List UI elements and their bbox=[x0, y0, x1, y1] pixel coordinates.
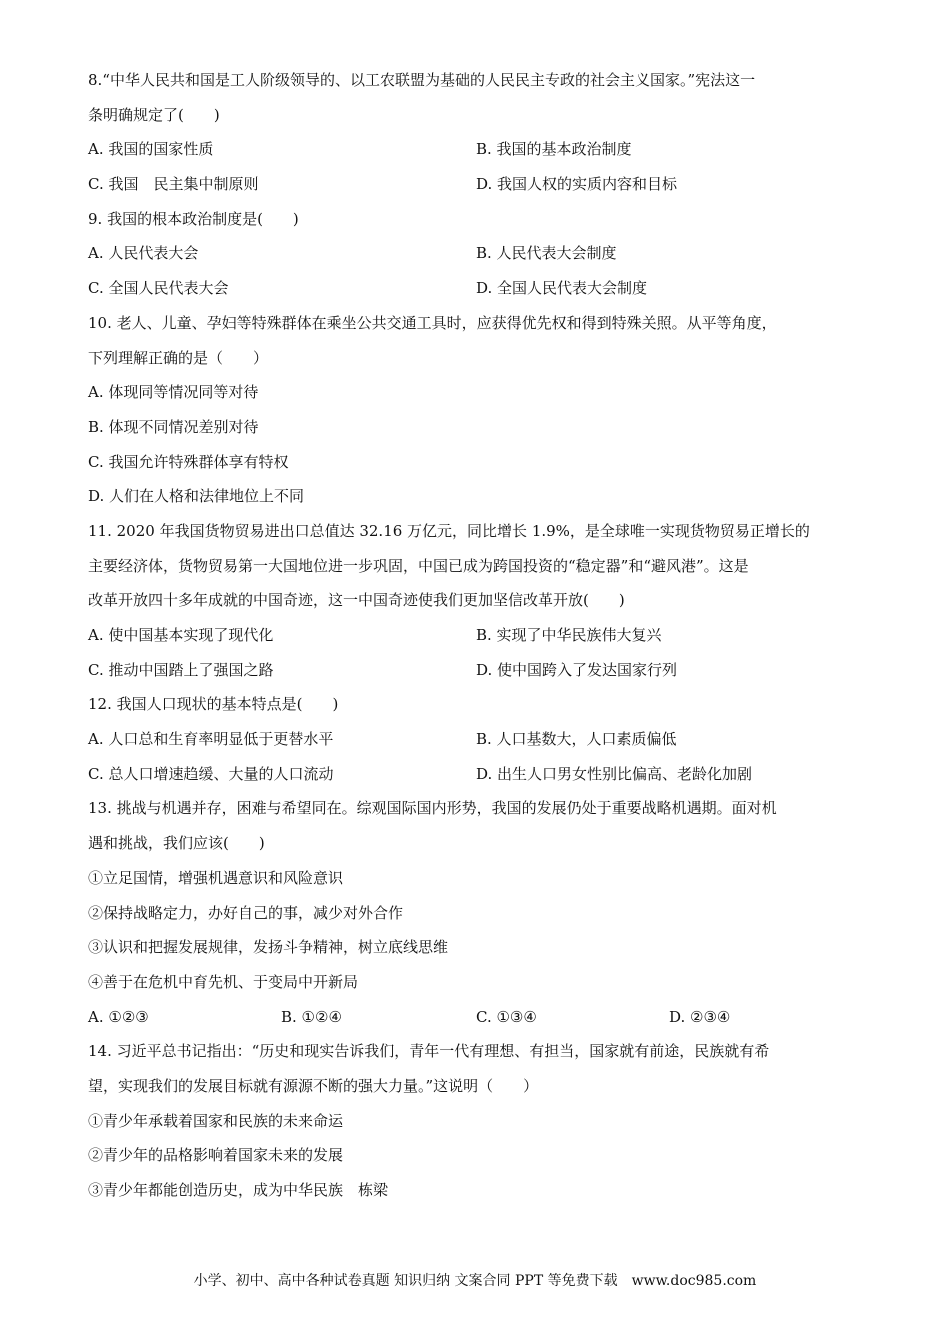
option-b[interactable]: B. 人民代表大会制度 bbox=[476, 244, 617, 263]
question-stem: 13. 挑战与机遇并存，困难与希望同在。综观国际国内形势，我国的发展仍处于重要战略机遇期。面对机 bbox=[88, 799, 777, 818]
question-8 bbox=[88, 70, 868, 209]
option-b[interactable]: B. 人口基数大，人口素质偏低 bbox=[476, 730, 677, 749]
option-c[interactable]: C. 全国人民代表大会 bbox=[88, 279, 229, 298]
question-14 bbox=[88, 1041, 868, 1214]
option-d[interactable]: D. ②③④ bbox=[669, 1007, 731, 1026]
statement-item: ①立足国情，增强机遇意识和风险意识 bbox=[88, 868, 344, 887]
option-d[interactable]: D. 人们在人格和法律地位上不同 bbox=[88, 487, 305, 506]
question-stem: 遇和挑战，我们应该( ) bbox=[88, 834, 265, 853]
option-a[interactable]: A. 人民代表大会 bbox=[88, 244, 199, 263]
option-a[interactable]: A. 我国的国家性质 bbox=[88, 140, 214, 159]
option-d[interactable]: D. 出生人口男女性别比偏高、老龄化加剧 bbox=[476, 764, 753, 783]
option-row bbox=[88, 764, 868, 799]
question-stem: 12. 我国人口现状的基本特点是( ) bbox=[88, 695, 339, 714]
option-d[interactable]: D. 我国人权的实质内容和目标 bbox=[476, 175, 678, 194]
question-stem: 9. 我国的根本政治制度是( ) bbox=[88, 209, 299, 228]
option-d[interactable]: D. 全国人民代表大会制度 bbox=[476, 279, 648, 298]
option-a[interactable]: A. 体现同等情况同等对待 bbox=[88, 383, 259, 402]
option-row bbox=[88, 1007, 868, 1042]
exam-page bbox=[88, 70, 868, 1215]
option-row bbox=[88, 278, 868, 313]
option-row bbox=[88, 729, 868, 764]
question-stem: 11. 2020 年我国货物贸易进出口总值达 32.16 万亿元，同比增长 1.9%，是全球唯一实现货物贸易正增长的 bbox=[88, 521, 810, 540]
option-row bbox=[88, 174, 868, 209]
page-footer: 小学、初中、高中各种试卷真题 知识归纳 文案合同 PPT 等免费下载 www.doc985.com bbox=[193, 1273, 757, 1289]
option-a[interactable]: A. 人口总和生育率明显低于更替水平 bbox=[88, 730, 334, 749]
option-a[interactable]: A. 使中国基本实现了现代化 bbox=[88, 626, 274, 644]
question-stem: 10. 老人、儿童、孕妇等特殊群体在乘坐公共交通工具时，应获得优先权和得到特殊关照。从平等角度， bbox=[88, 313, 777, 332]
question-stem: 主要经济体，货物贸易第一大国地位进一步巩固，中国已成为跨国投资的“稳定器”和“避风港”。这是 bbox=[88, 556, 749, 575]
option-b[interactable]: B. 我国的基本政治制度 bbox=[476, 140, 632, 159]
question-stem: 8.“中华人民共和国是工人阶级领导的、以工农联盟为基础的人民民主专政的社会主义国家。”宪法这一 bbox=[88, 71, 756, 89]
question-stem: 条明确规定了( ) bbox=[88, 105, 220, 124]
question-stem: 14. 习近平总书记指出：“历史和现实告诉我们，青年一代有理想、有担当，国家就有前途，民族就有希 bbox=[88, 1042, 770, 1061]
question-stem: 望，实现我们的发展目标就有源源不断的强大力量。”这说明（ ） bbox=[88, 1076, 539, 1095]
option-c[interactable]: C. 我国 民主集中制原则 bbox=[88, 175, 259, 194]
statement-item: ①青少年承载着国家和民族的未来命运 bbox=[88, 1111, 344, 1130]
option-b[interactable]: B. 体现不同情况差别对待 bbox=[88, 417, 259, 436]
statement-item: ③青少年都能创造历史，成为中华民族 栋梁 bbox=[88, 1181, 389, 1199]
question-stem: 下列理解正确的是（ ） bbox=[88, 348, 269, 367]
option-c[interactable]: C. 推动中国踏上了强国之路 bbox=[88, 660, 274, 679]
question-11 bbox=[88, 521, 868, 694]
statement-item: ②青少年的品格影响着国家未来的发展 bbox=[88, 1146, 344, 1165]
option-row bbox=[88, 139, 868, 174]
option-b[interactable]: B. 实现了中华民族伟大复兴 bbox=[476, 626, 662, 644]
option-row bbox=[88, 660, 868, 695]
question-12 bbox=[88, 694, 868, 798]
option-c[interactable]: C. ①③④ bbox=[476, 1007, 537, 1026]
question-13 bbox=[88, 798, 868, 1041]
question-stem: 改革开放四十多年成就的中国奇迹，这一中国奇迹使我们更加坚信改革开放( ) bbox=[88, 591, 625, 610]
option-b[interactable]: B. ①②④ bbox=[281, 1007, 342, 1026]
statement-item: ②保持战略定力，办好自己的事，减少对外合作 bbox=[88, 903, 404, 922]
statement-item: ④善于在危机中育先机、于变局中开新局 bbox=[88, 972, 359, 991]
statement-item: ③认识和把握发展规律，发扬斗争精神，树立底线思维 bbox=[88, 938, 449, 957]
option-d[interactable]: D. 使中国跨入了发达国家行列 bbox=[476, 660, 678, 679]
question-9 bbox=[88, 209, 868, 313]
option-row bbox=[88, 243, 868, 278]
option-a[interactable]: A. ①②③ bbox=[88, 1007, 149, 1026]
option-row bbox=[88, 625, 868, 660]
option-c[interactable]: C. 我国允许特殊群体享有特权 bbox=[88, 452, 289, 471]
question-10 bbox=[88, 313, 868, 521]
option-c[interactable]: C. 总人口增速趋缓、大量的人口流动 bbox=[88, 764, 334, 783]
